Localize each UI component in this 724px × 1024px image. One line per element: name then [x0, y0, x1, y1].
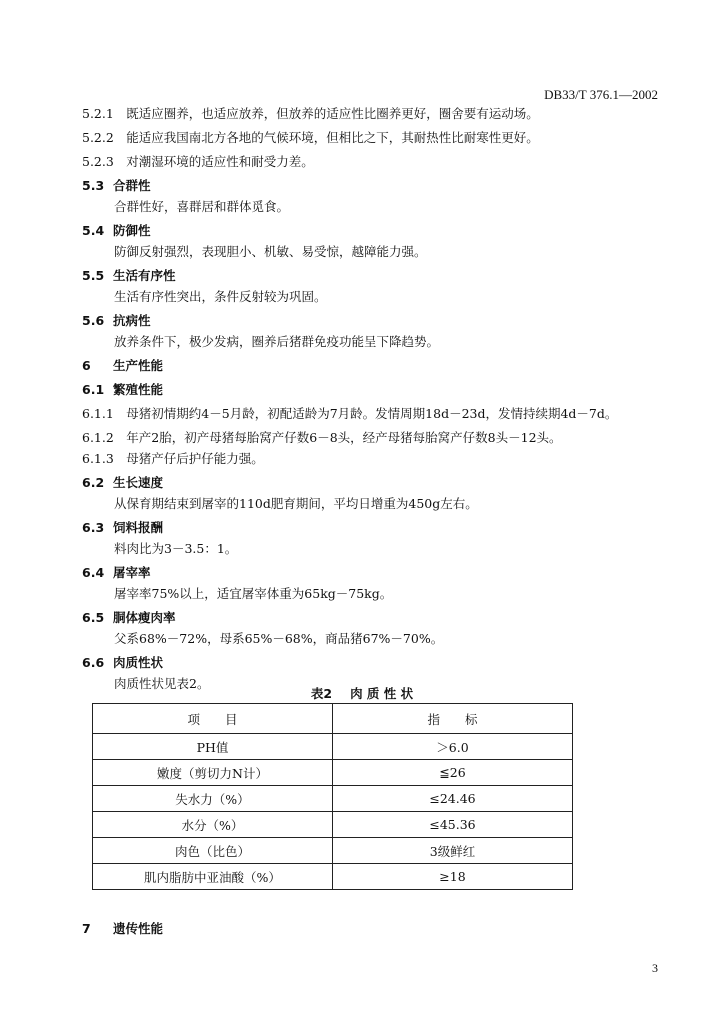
table-item-cell: 嫩度（剪切力N计） [93, 760, 333, 786]
section-heading [82, 313, 151, 329]
section-number: 5.4 [82, 223, 105, 238]
section-title: 抗病性 [113, 313, 151, 328]
section-number: 7 [82, 921, 91, 936]
table-value-cell: ≥18 [333, 864, 573, 890]
section-title: 屠宰率 [113, 565, 151, 580]
table-row [93, 734, 573, 760]
table-header-cell: 项 目 [93, 704, 333, 734]
section-title: 胴体瘦肉率 [113, 610, 176, 625]
section-title: 繁殖性能 [113, 382, 164, 397]
table-row [93, 838, 573, 864]
table-item-cell: 失水力（%） [93, 786, 333, 812]
table-item-cell: 水分（%） [93, 812, 333, 838]
numbered-clause: 6.1.3 母猪产仔后护仔能力强。 [82, 451, 264, 466]
table-item-cell: 肌内脂肪中亚油酸（%） [93, 864, 333, 890]
section-number: 6.2 [82, 475, 105, 490]
section-number: 6.4 [82, 565, 105, 580]
paragraph-text: 生活有序性突出，条件反射较为巩固。 [114, 289, 327, 304]
paragraph-text: 肉质性状见表2。 [114, 676, 210, 691]
section-title: 生产性能 [113, 358, 164, 373]
paragraph-text: 合群性好，喜群居和群体觅食。 [114, 199, 290, 214]
section-number: 6.1 [82, 382, 105, 397]
section-heading [82, 358, 163, 374]
section-heading [82, 655, 163, 671]
paragraph-text: 料肉比为3－3.5：1。 [114, 541, 238, 556]
table-value-cell: ≦26 [333, 760, 573, 786]
table-item-cell: 肉色（比色） [93, 838, 333, 864]
section-title: 生长速度 [113, 475, 164, 490]
numbered-clause: 5.2.2 能适应我国南北方各地的气候环境，但相比之下，其耐热性比耐寒性更好。 [82, 130, 539, 145]
table-header-row [93, 704, 573, 734]
section-number: 6 [82, 358, 91, 373]
section-heading [82, 382, 163, 398]
section-heading [82, 610, 176, 626]
numbered-clause: 5.2.1 既适应圈养，也适应放养，但放养的适应性比圈养更好，圈舍要有运动场。 [82, 106, 539, 121]
section-number: 6.6 [82, 655, 105, 670]
meat-quality-table [92, 703, 573, 890]
section-heading [82, 268, 176, 284]
section-title: 肉质性状 [113, 655, 164, 670]
section-heading [82, 178, 151, 194]
section-title: 遗传性能 [113, 921, 164, 936]
table-value-cell: 3级鲜红 [333, 838, 573, 864]
section-heading [82, 520, 163, 536]
table-value-cell: ≤45.36 [333, 812, 573, 838]
section-heading [82, 223, 151, 239]
table-value-cell: ≤24.46 [333, 786, 573, 812]
table-row [93, 760, 573, 786]
section-title: 合群性 [113, 178, 151, 193]
section-number: 5.5 [82, 268, 105, 283]
numbered-clause: 6.1.2 年产2胎，初产母猪每胎窝产仔数6－8头，经产母猪每胎窝产仔数8头－12头。 [82, 430, 562, 445]
section-number: 6.5 [82, 610, 105, 625]
table-value-cell: ＞6.0 [333, 734, 573, 760]
section-heading [82, 565, 151, 581]
section-number: 5.6 [82, 313, 105, 328]
table-caption [0, 684, 724, 702]
table-row [93, 812, 573, 838]
page-number: 3 [652, 961, 658, 975]
table-row [93, 864, 573, 890]
section-heading [82, 921, 163, 937]
section-heading [82, 475, 163, 491]
section-title: 防御性 [113, 223, 151, 238]
table-item-cell: PH值 [93, 734, 333, 760]
paragraph-text: 屠宰率75%以上，适宜屠宰体重为65kg－75kg。 [114, 586, 393, 601]
numbered-clause: 6.1.1 母猪初情期约4－5月龄，初配适龄为7月龄。发情周期18d－23d，发情持续期4d－7d。 [82, 406, 618, 421]
paragraph-text: 父系68%－72%，母系65%－68%，商品猪67%－70%。 [114, 631, 444, 646]
document-code: DB33/T 376.1—2002 [544, 87, 658, 102]
paragraph-text: 防御反射强烈，表现胆小、机敏、易受惊，越障能力强。 [114, 244, 427, 259]
section-title: 生活有序性 [113, 268, 176, 283]
paragraph-text: 放养条件下，极少发病，圈养后猪群免疫功能呈下降趋势。 [114, 334, 440, 349]
table-caption-title: 肉 质 性 状 [350, 686, 414, 701]
paragraph-text: 从保育期结束到屠宰的110d肥育期间，平均日增重为450g左右。 [114, 496, 478, 511]
section-title: 饲料报酬 [113, 520, 164, 535]
numbered-clause: 5.2.3 对潮湿环境的适应性和耐受力差。 [82, 154, 314, 169]
section-number: 5.3 [82, 178, 105, 193]
section-number: 6.3 [82, 520, 105, 535]
table-caption-number: 表2 [310, 686, 333, 701]
table-row [93, 786, 573, 812]
table-header-cell: 指 标 [333, 704, 573, 734]
